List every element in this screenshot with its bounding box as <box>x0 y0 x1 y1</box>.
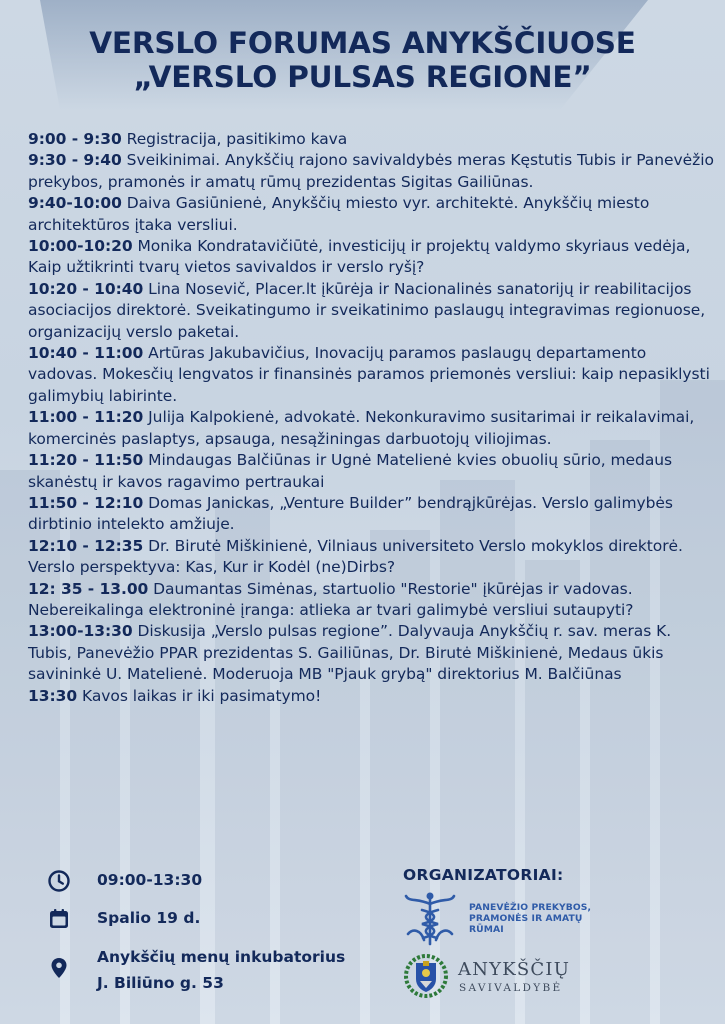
agenda-item <box>28 407 718 450</box>
agenda-time: 13:00-13:30 <box>28 622 133 641</box>
agenda-text: Monika Kondratavičiūtė, investicijų ir projektų valdymo skyriaus vedėja, Kaip užtikrinti tvarų vietos savivaldos ir verslo ryšį? <box>28 237 691 277</box>
event-place-line-2: J. Biliūno g. 53 <box>97 974 224 992</box>
agenda-time: 12: 35 - 13.00 <box>28 579 149 598</box>
agenda-text: Registracija, pasitikimo kava <box>121 130 348 148</box>
poster-title <box>0 26 725 94</box>
caduceus-icon <box>403 890 457 948</box>
agenda-time: 10:40 - 11:00 <box>28 344 144 363</box>
coat-of-arms-icon <box>403 953 449 999</box>
agenda-item <box>28 150 718 193</box>
agenda-item <box>28 193 718 236</box>
location-pin-icon <box>47 956 71 980</box>
agenda-item <box>28 621 718 685</box>
agenda-item <box>28 579 718 622</box>
event-place-line-1: Anykščių menų inkubatorius <box>97 948 346 966</box>
agenda-time: 13:30 <box>28 686 78 705</box>
chamber-name <box>469 902 591 935</box>
agenda-time: 11:00 - 11:20 <box>28 408 144 427</box>
agenda-text: Lina Nosevič, Placer.lt įkūrėja ir Nacionalinės sanatorijų ir reabilitacijos asociacijos direktorė. Sveikatingumo ir sveikatinimo paslaugų integravimas regionuose, organizacijų verslo paketai. <box>28 279 706 341</box>
agenda-text: Artūras Jakubavičius, Inovacijų paramos paslaugų departamento vadovas. Mokesčių lengvatos ir finansinės paramos priemonės versliui: kaip nepasiklysti galimybių labirinte. <box>28 344 710 405</box>
event-time: 09:00-13:30 <box>97 871 203 889</box>
agenda-item <box>28 536 718 579</box>
agenda-time: 11:50 - 12:10 <box>28 493 144 512</box>
agenda-item <box>28 236 718 279</box>
agenda-time: 9:30 - 9:40 <box>28 151 122 170</box>
agenda-time: 9:00 - 9:30 <box>28 130 122 148</box>
agenda-item <box>28 686 718 707</box>
agenda-item <box>28 493 718 536</box>
clock-icon <box>47 869 71 893</box>
agenda-list <box>28 129 718 707</box>
chamber-name-line-3: RŪMAI <box>469 924 504 935</box>
agenda-time: 9:40-10:00 <box>28 194 122 213</box>
agenda-text: Daiva Gasiūnienė, Anykščių miesto vyr. architektė. Anykščių miesto architektūros įtaka versliui. <box>28 194 650 234</box>
agenda-text: Mindaugas Balčiūnas ir Ugnė Matelienė kvies obuolių sūrio, medaus skanėstų ir kavos ragavimo pertraukai <box>28 451 673 491</box>
agenda-text: Sveikinimai. Anykščių rajono savivaldybės meras Kęstutis Tubis ir Panevėžio prekybos, pramonės ir amatų rūmų prezidentas Sigitas Gailiūnas. <box>28 151 714 191</box>
agenda-item <box>28 343 718 407</box>
agenda-time: 11:20 - 11:50 <box>28 451 144 470</box>
chamber-name-line-2: PRAMONĖS IR AMATŲ <box>469 913 583 924</box>
agenda-text: Kavos laikas ir iki pasimatymo! <box>77 686 322 705</box>
municipality-name: ANYKŠČIŲ <box>458 959 571 980</box>
agenda-item <box>28 450 718 493</box>
title-line-1: VERSLO FORUMAS ANYKŠČIUOSE <box>89 26 636 60</box>
organizers-title: ORGANIZATORIAI: <box>403 866 564 884</box>
agenda-item <box>28 129 718 150</box>
agenda-text: Daumantas Simėnas, startuolio "Restorie" įkūrėjas ir vadovas. Nebereikalinga elektroninė įranga: atlieka ar tvari galimybė versliui sutaupyti? <box>28 579 634 619</box>
agenda-text: Domas Janickas, „Venture Builder” bendrąjkūrėjas. Verslo galimybės dirbtinio intelekto amžiuje. <box>28 493 673 534</box>
agenda-time: 10:00-10:20 <box>28 237 133 256</box>
organizer-chamber-logo <box>403 890 703 950</box>
agenda-item <box>28 279 718 343</box>
chamber-name-line-1: PANEVĖŽIO PREKYBOS, <box>469 902 592 913</box>
agenda-text: Diskusija „Verslo pulsas regione”. Dalyvauja Anykščių r. sav. meras K. Tubis, Panevėžio PPAR prezidentas S. Gailiūnas, Dr. Birutė Miškinienė, Medaus ūkis savininkė U. Matelienė. Moderuoja MB "Pjauk grybą" direktorius M. Balčiūnas <box>28 622 672 684</box>
calendar-icon <box>47 907 71 931</box>
agenda-text: Julija Kalpokienė, advokatė. Nekonkuravimo susitarimai ir reikalavimai, komercinės paslaptys, apsauga, nesąžiningas darbuotojų viliojimas. <box>28 408 695 448</box>
agenda-text: Dr. Birutė Miškinienė, Vilniaus universiteto Verslo mokyklos direktorė. Verslo perspektyva: Kas, Kur ir Kodėl (ne)Dirbs? <box>28 536 683 577</box>
organizer-municipality-logo <box>403 953 703 1003</box>
title-line-2: „VERSLO PULSAS REGIONE” <box>133 60 592 94</box>
municipality-subtitle: SAVIVALDYBĖ <box>459 982 563 994</box>
event-date: Spalio 19 d. <box>97 909 201 927</box>
agenda-time: 10:20 - 10:40 <box>28 279 144 298</box>
agenda-time: 12:10 - 12:35 <box>28 536 144 555</box>
